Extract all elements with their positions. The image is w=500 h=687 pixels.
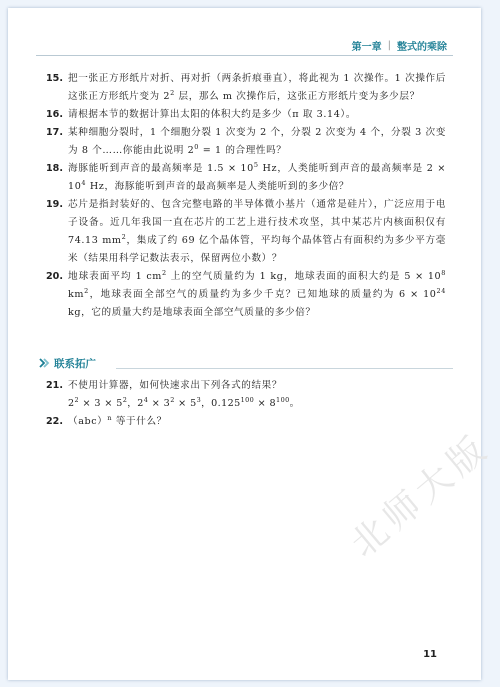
- textbook-page: [8, 8, 499, 680]
- exercise-15: [46, 70, 446, 106]
- extension-list: [46, 377, 446, 431]
- exercise-16: [46, 106, 446, 124]
- page-number: 11: [423, 649, 437, 660]
- exercise-list: [46, 70, 446, 322]
- exercise-number: 21.: [46, 380, 63, 391]
- exercise-text: 把一张正方形纸片对折、再对折（两条折痕垂直），将此视为 1 次操作。1 次操作后这张正方形纸片变为 $2^2$ 层，那么 m 次操作后，这张正方形纸片变为多少层？: [68, 73, 446, 102]
- exercise-number: 19.: [46, 199, 63, 210]
- page-header: [352, 38, 447, 53]
- section-title: 联系拓广: [54, 358, 96, 370]
- exercise-21: [46, 377, 446, 395]
- exercise-text: 请根据本节的数据计算出太阳的体积大约是多少（π 取 3.14）。: [68, 109, 357, 120]
- publisher-watermark: 北师大版: [343, 426, 499, 566]
- exercise-number: 20.: [46, 271, 63, 282]
- exercise-22: [46, 413, 446, 431]
- exercise-number: 16.: [46, 109, 63, 120]
- exercise-text: 不使用计算器，如何快速求出下列各式的结果？: [68, 380, 283, 391]
- chapter-title: 整式的乘除: [397, 42, 447, 53]
- exercise-20: [46, 268, 446, 322]
- exercise-number: 17.: [46, 127, 63, 138]
- section-rule: [116, 368, 453, 369]
- header-rule: [36, 55, 453, 56]
- exercise-text: 地球表面平均 1 $cm^2$ 上的空气质量约为 1 kg，地球表面的面积大约是 $5 \times 10^8$ $km^2$，地球表面全部空气的质量约为多少千克？已知地球的质量约为 $6 \times 10^{24}$ kg，它的质量大约是地球表面全部空气质量的多少倍？: [68, 269, 447, 318]
- header-separator: |: [387, 40, 391, 51]
- exercise-18: [46, 160, 446, 196]
- exercise-21-expressions: $2^2 \times 3 \times 5^2$，$2^4 \times 3^2 \times 5^3$，$0.125^{100} \times 8^{100}$。: [68, 396, 300, 409]
- exercise-text: 某种细胞分裂时，1 个细胞分裂 1 次变为 2 个，分裂 2 次变为 4 个，分裂 3 次变为 8 个……你能由此说明 $2^0 = 1$ 的合理性吗？: [68, 127, 446, 156]
- double-chevron-icon: [38, 356, 52, 370]
- exercise-19: [46, 196, 446, 268]
- section-heading: [38, 355, 453, 373]
- exercise-number: 15.: [46, 73, 63, 84]
- exercise-text: 芯片是指封装好的、包含完整电路的半导体微小基片（通常是硅片），广泛应用于电子设备。近几年我国一直在芯片的工艺上进行技术攻坚，其中某芯片内核面积仅有 74.13 $mm^2$，集成了约 69 亿个晶体管，平均每个晶体管占有面积约为多少平方毫米（结果用科学记数法表示，保留两位小数）？: [68, 199, 446, 264]
- exercise-17: [46, 124, 446, 160]
- exercise-number: 18.: [46, 163, 63, 174]
- chapter-label: 第一章: [351, 42, 382, 53]
- exercise-text: 海豚能听到声音的最高频率是 $1.5 \times 10^5$ Hz，人类能听到声音的最高频率是 $2 \times 10^4$ Hz，海豚能听到声音的最高频率是人类能听到的多少倍？: [68, 161, 446, 192]
- exercise-number: 22.: [46, 416, 63, 427]
- exercise-text: （abc）$^n$ 等于什么？: [68, 414, 167, 427]
